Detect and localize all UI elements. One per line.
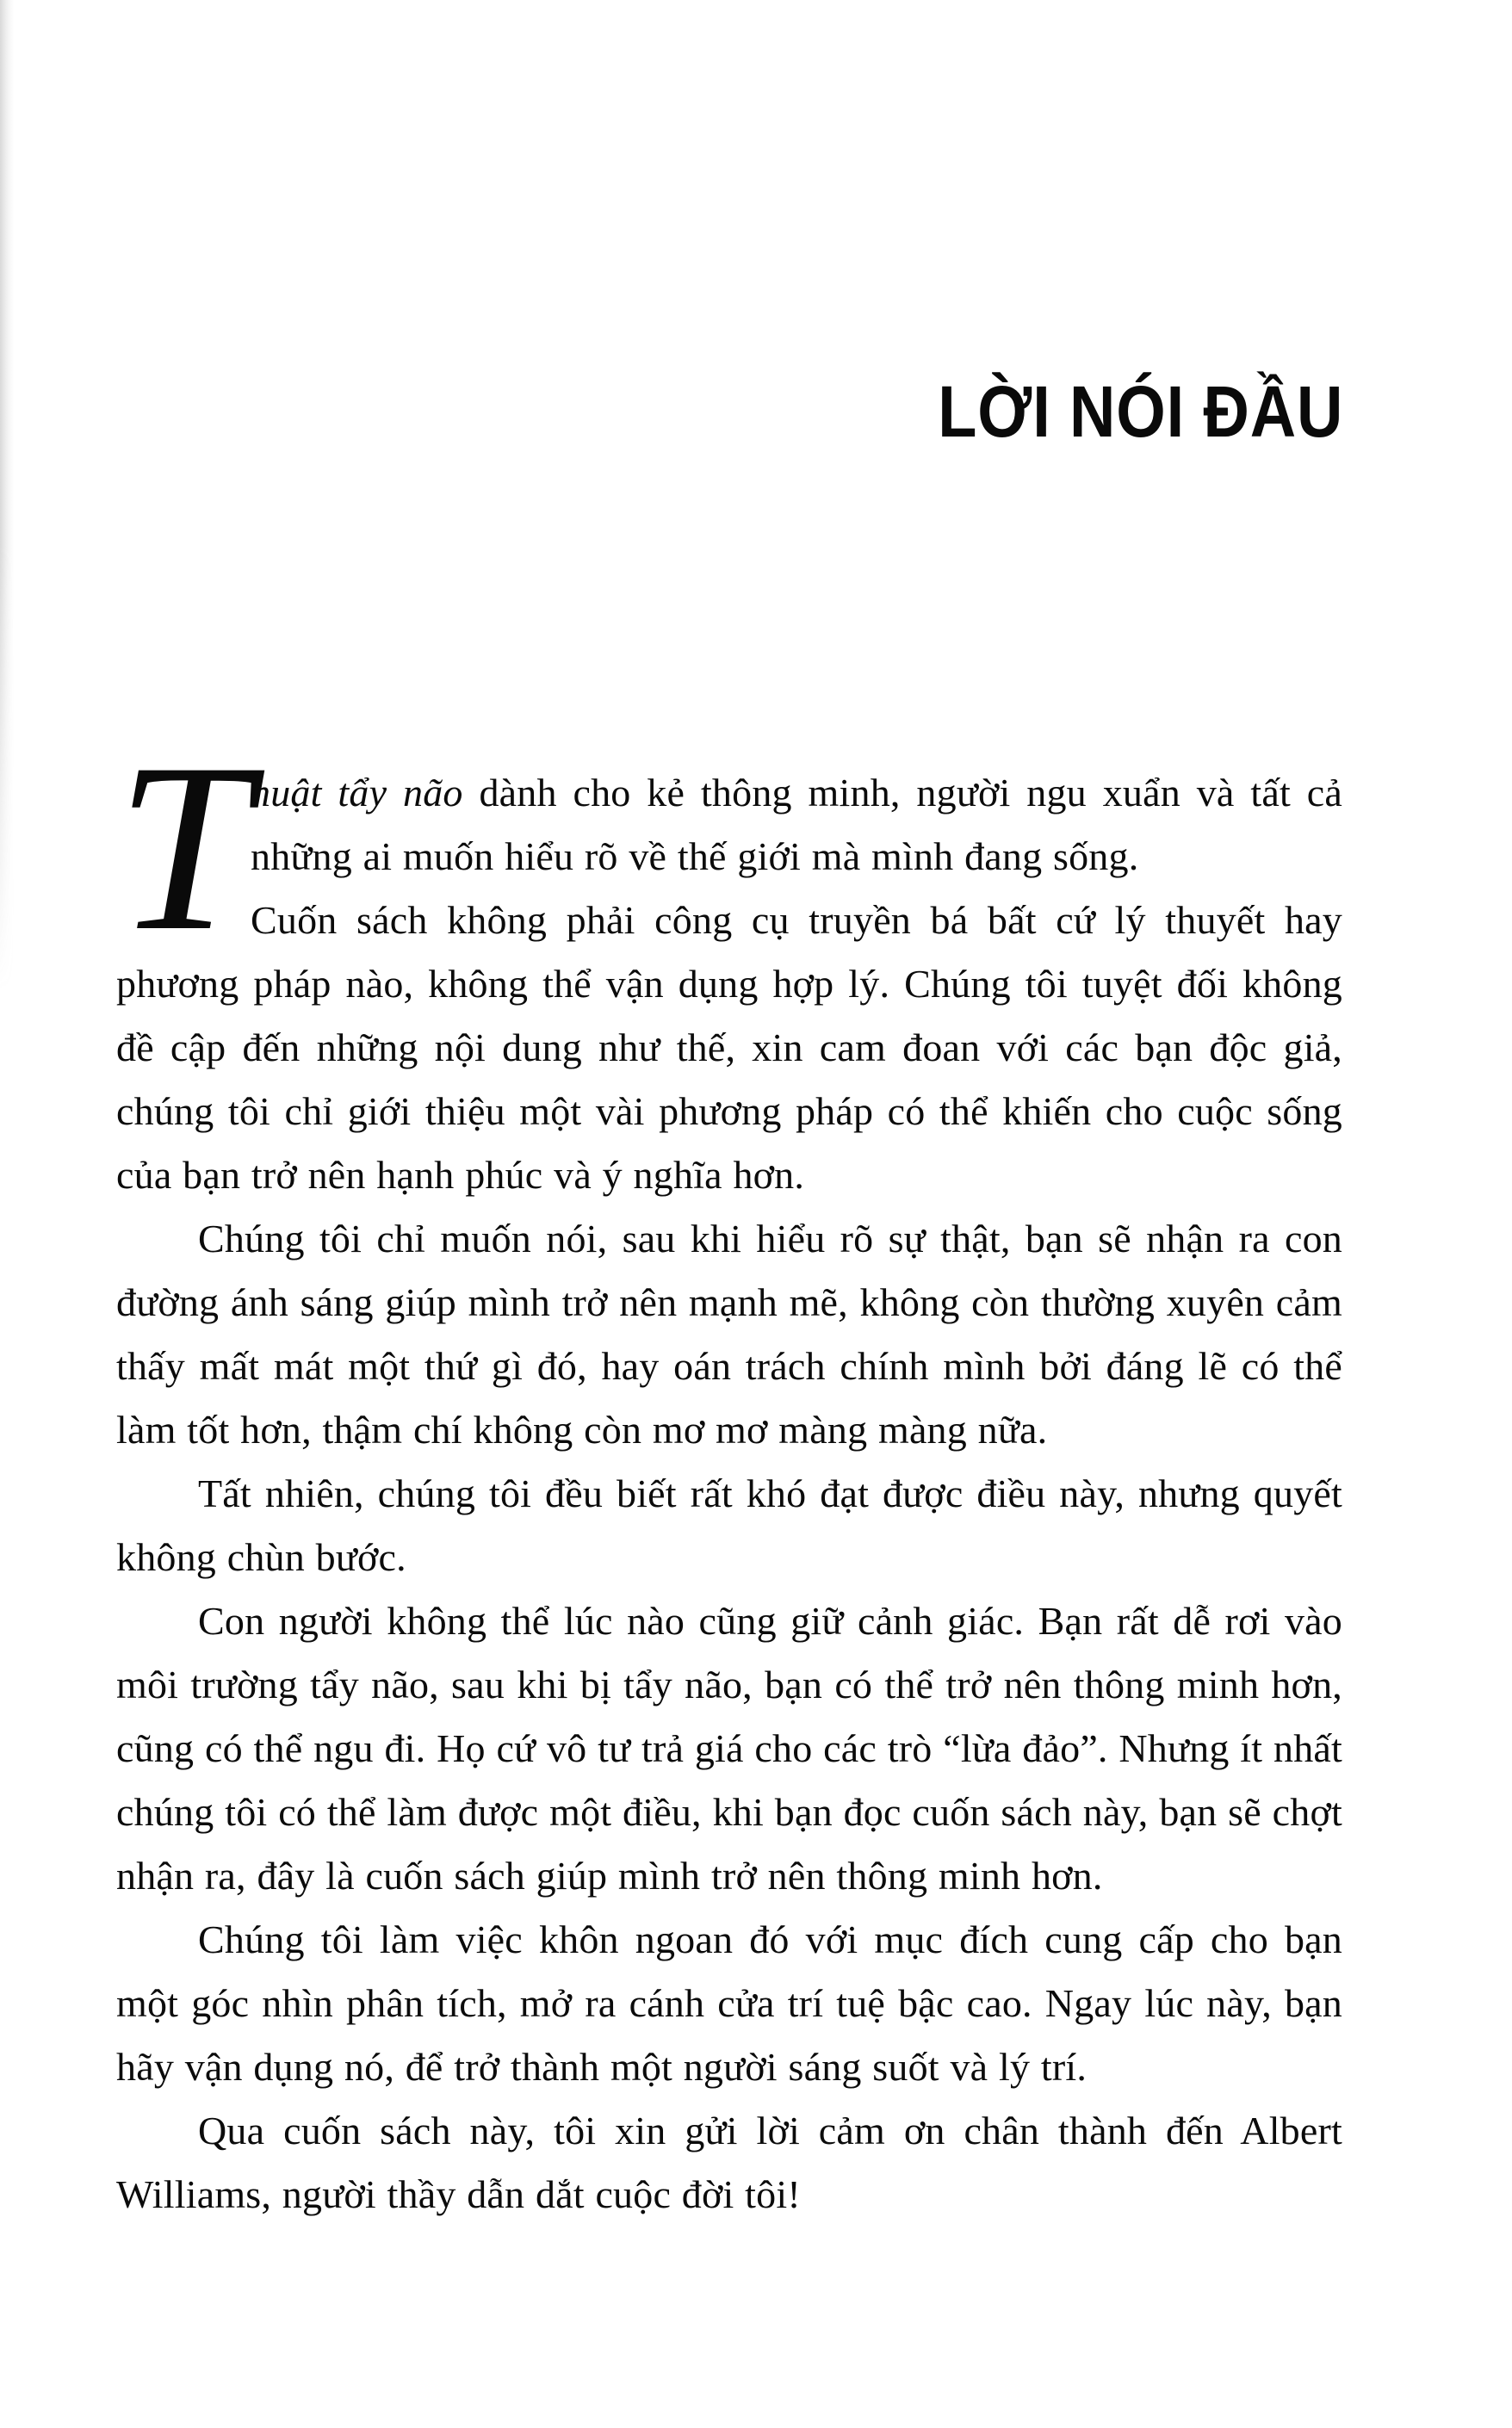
paragraph-text: dành cho kẻ thông minh, người ngu xuẩn và tất cả những ai muốn hiểu rõ về thế giới mà mình đang sống. [251, 771, 1342, 878]
paragraph-first [116, 713, 1342, 981]
paragraph: Tất nhiên, chúng tôi đều biết rất khó đạt được điều này, nhưng quyết không chùn bước. [116, 1471, 1342, 1579]
paragraph: Qua cuốn sách này, tôi xin gửi lời cảm ơn chân thành đến Albert Williams, người thầy dẫn dắt cuộc đời tôi! [116, 2109, 1342, 2216]
paragraph: Chúng tôi làm việc khôn ngoan đó với mục đích cung cấp cho bạn một góc nhìn phân tích, mở ra cánh cửa trí tuệ bậc cao. Ngay lúc này, bạn hãy vận dụng nó, để trở thành một người sáng suốt và lý trí. [116, 1917, 1342, 2089]
chapter-title: LỜI NÓI ĐẦU [937, 371, 1343, 452]
book-title-italic: huật tẩy não [251, 771, 463, 814]
paragraph: Chúng tôi chỉ muốn nói, sau khi hiểu rõ sự thật, bạn sẽ nhận ra con đường ánh sáng giúp mình trở nên mạnh mẽ, không còn thường xuyên cảm thấy mất mát một thứ gì đó, hay oán trách chính mình bởi đáng lẽ có thể làm tốt hơn, thậm chí không còn mơ mơ màng màng nữa. [116, 1217, 1342, 1452]
scan-edge-shadow [0, 0, 14, 990]
paragraph: Cuốn sách không phải công cụ truyền bá bất cứ lý thuyết hay phương pháp nào, không thể vận dụng hợp lý. Chúng tôi tuyệt đối không đề cập đến những nội dung như thế, xin cam đoan với các bạn độc giả, chúng tôi chỉ giới thiệu một vài phương pháp có thể khiến cho cuộc sống của bạn trở nên hạnh phúc và ý nghĩa hơn. [116, 898, 1342, 1197]
dropcap-letter: T [116, 713, 251, 981]
paragraph: Con người không thể lúc nào cũng giữ cảnh giác. Bạn rất dễ rơi vào môi trường tẩy não, sau khi bị tẩy não, bạn có thể trở nên thông minh hơn, cũng có thể ngu đi. Họ cứ vô tư trả giá cho các trò “lừa đảo”. Nhưng ít nhất chúng tôi có thể làm được một điều, khi bạn đọc cuốn sách này, bạn sẽ chợt nhận ra, đây là cuốn sách giúp mình trở nên thông minh hơn. [116, 1599, 1342, 1898]
body-text [116, 713, 1342, 2227]
